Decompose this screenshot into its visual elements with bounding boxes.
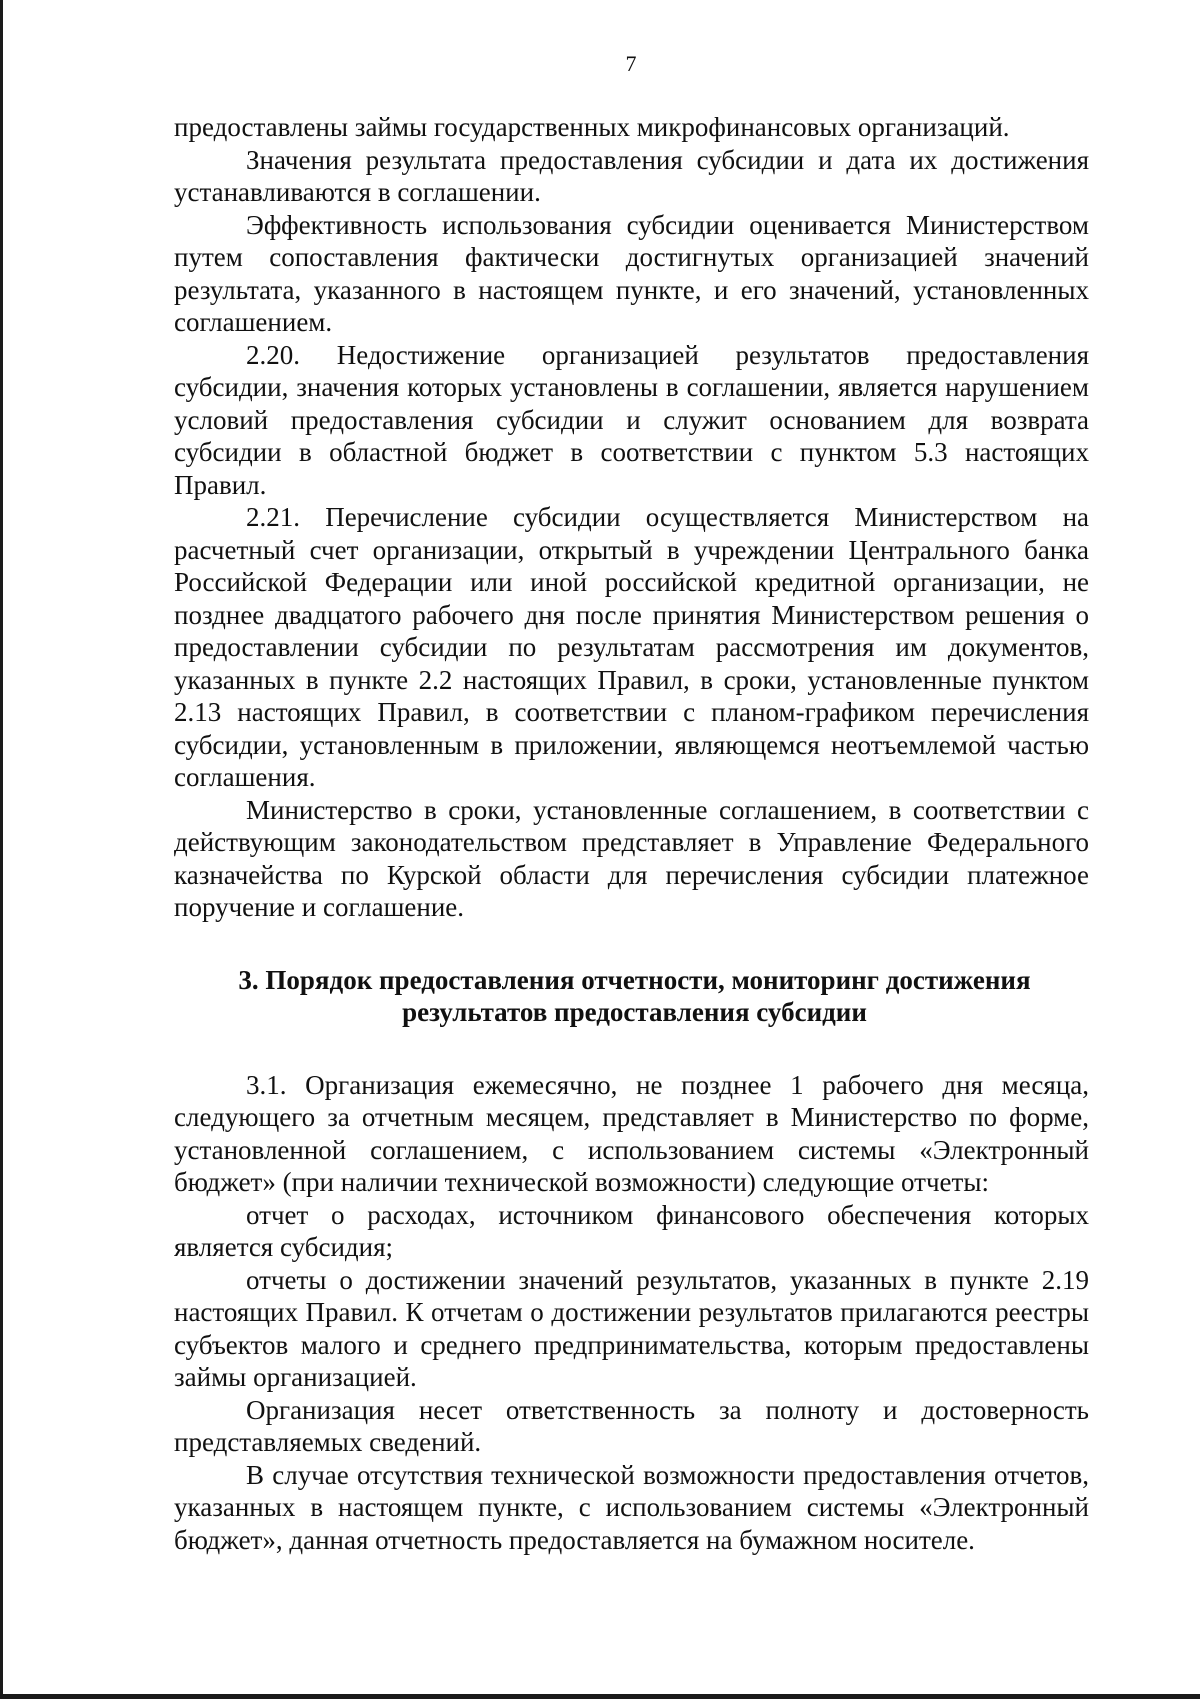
page-number: 7 [625, 51, 637, 76]
paragraph: Эффективность использования субсидии оценивается Министерством путем сопоставления фактически достигнутых организацией значений результата, указанного в настоящем пункте, и его значений, установленных соглашением. [174, 209, 1089, 337]
document-body [174, 111, 1089, 1556]
paragraph-2-21: 2.21. Перечисление субсидии осуществляется Министерством на расчетный счет организации, открытый в учреждении Центрального банка Российской Федерации или иной российской кредитной организации, не позднее двадцатого рабочего дня после принятия Министерством решения о предоставлении субсидии по результатам рассмотрения им документов, указанных в пункте 2.2 настоящих Правил, в сроки, установленные пунктом 2.13 настоящих Правил, в соответствии с планом-графиком перечисления субсидии, установленным в приложении, являющемся неотъемлемой частью соглашения. [174, 502, 1089, 792]
section-heading-line-1: 3. Порядок предоставления отчетности, мониторинг достижения [238, 964, 1031, 995]
paragraph: предоставлены займы государственных микрофинансовых организаций. [174, 112, 1010, 142]
paragraph: отчеты о достижении значений результатов, указанных в пункте 2.19 настоящих Правил. К отчетам о достижении результатов прилагаются реестры субъектов малого и среднего предпринимательства, которым предоставлены займы организацией. [174, 1264, 1089, 1392]
paragraph: Организация несет ответственность за полноту и достоверность представляемых сведений. [174, 1394, 1089, 1457]
section-heading-line-2: результатов предоставления субсидии [402, 997, 867, 1027]
paragraph: В случае отсутствия технической возможности предоставления отчетов, указанных в настоящем пункте, с использованием системы «Электронный бюджет», данная отчетность предоставляется на бумажном носителе. [174, 1459, 1089, 1555]
scan-edge-left [0, 0, 3, 1699]
paragraphs-before [174, 111, 1089, 924]
paragraph: отчет о расходах, источником финансового обеспечения которых является субсидия; [174, 1199, 1089, 1262]
paragraph: Значения результата предоставления субсидии и дата их достижения устанавливаются в соглашении. [174, 144, 1089, 207]
paragraph: Министерство в сроки, установленные соглашением, в соответствии с действующим законодательством представляет в Управление Федерального казначейства по Курской области для перечисления субсидии платежное поручение и соглашение. [174, 794, 1089, 922]
scan-edge-bottom [0, 1694, 1200, 1699]
paragraph-2-20: 2.20. Недостижение организацией результатов предоставления субсидии, значения которых установлены в соглашении, является нарушением условий предоставления субсидии и служит основанием для возврата субсидии в областной бюджет в соответствии с пунктом 5.3 настоящих Правил. [174, 339, 1089, 500]
paragraphs-after [174, 1069, 1089, 1557]
section-heading [174, 964, 1089, 1029]
paragraph-3-1: 3.1. Организация ежемесячно, не позднее 1 рабочего дня месяца, следующего за отчетным месяцем, представляет в Министерство по форме, установленной соглашением, с использованием системы «Электронный бюджет» (при наличии технической возможности) следующие отчеты: [174, 1069, 1089, 1197]
